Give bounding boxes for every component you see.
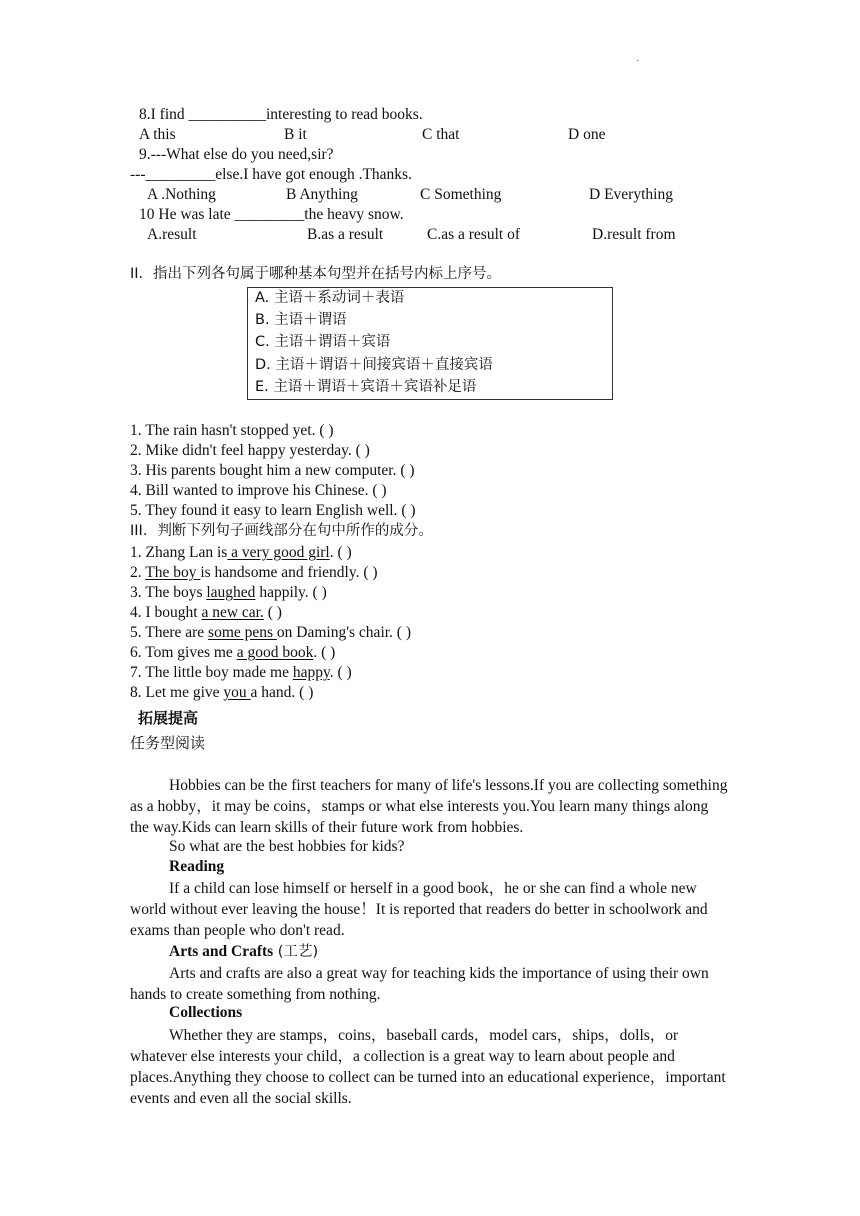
q8-stem: 8.I find __________interesting to read books. (139, 106, 423, 123)
underlined-part: happy (292, 664, 330, 681)
q9-option-d: D Everything (589, 186, 673, 203)
q9-option-a: A .Nothing (147, 186, 216, 203)
section3-item-4: 4. I bought a new car. ( ) (130, 604, 282, 621)
section3-item-7: 7. The little boy made me happy. ( ) (130, 664, 352, 681)
q10-option-c: C.as a result of (427, 226, 520, 243)
q8-option-b: B it (284, 126, 307, 143)
heading-collections: Collections (169, 1004, 243, 1021)
extension-heading: 拓展提高 (138, 709, 199, 727)
header-dot: · (636, 56, 640, 67)
pattern-option-d: D. 主语＋谓语＋间接宾语＋直接宾语 (255, 357, 493, 373)
pattern-option-e: E. 主语＋谓语＋宾语＋宾语补足语 (255, 379, 477, 395)
section3-item-1: 1. Zhang Lan is a very good girl. ( ) (130, 544, 352, 561)
passage-paragraph-5: Whether they are stamps，coins，baseball cards，model cars，ships，dolls，or whatever else interests your child，a collection is a great way to learn about people and places.Anything they choose to collect can be turned into an educational experience，important events and even all the social skills. (130, 1027, 726, 1107)
q10-option-d: D.result from (592, 226, 676, 243)
section2-item-3: 3. His parents bought him a new computer. ( ) (130, 462, 415, 479)
underlined-part: laughed (206, 584, 256, 601)
section3-item-8: 8. Let me give you a hand. ( ) (130, 684, 314, 701)
underlined-part: a good book (236, 644, 314, 661)
q10-option-b: B.as a result (307, 226, 384, 243)
pattern-option-b: B. 主语＋谓语 (255, 312, 347, 328)
underlined-part: a new car. (201, 604, 264, 621)
section3-item-2: 2. The boy is handsome and friendly. ( ) (130, 564, 378, 581)
passage-paragraph-3: If a child can lose himself or herself in a good book，he or she can find a whole new world without ever leaving the house！It is reported that readers do better in schoolwork and exams than people who don't read. (130, 880, 708, 939)
passage-paragraph-4: Arts and crafts are also a great way for teaching kids the importance of using their own hands to create something from nothing. (130, 965, 709, 1003)
section2-item-5: 5. They found it easy to learn English well. ( ) (130, 502, 416, 519)
extension-subheading: 任务型阅读 (130, 734, 206, 752)
underlined-part: a very good girl (227, 544, 330, 561)
q9-option-b: B Anything (286, 186, 358, 203)
section2-item-2: 2. Mike didn't feel happy yesterday. ( ) (130, 442, 370, 459)
q9-answer-line: ---_________else.I have got enough .Thanks. (130, 166, 412, 183)
section3-item-6: 6. Tom gives me a good book. ( ) (130, 644, 336, 661)
underlined-part: The boy (145, 564, 201, 581)
heading-arts-and-crafts: Arts and Crafts (工艺) (169, 943, 319, 960)
section2-title: II．指出下列各句属于哪种基本句型并在括号内标上序号。 (130, 266, 502, 282)
q10-stem: 10 He was late _________the heavy snow. (139, 206, 404, 223)
section3-title: III．判断下列句子画线部分在句中所作的成分。 (130, 523, 433, 539)
passage-paragraph-2: So what are the best hobbies for kids? (169, 838, 405, 855)
section3-item-3: 3. The boys laughed happily. ( ) (130, 584, 327, 601)
pattern-option-a: A. 主语＋系动词＋表语 (255, 290, 405, 306)
q10-option-a: A.result (147, 226, 197, 243)
q9-stem: 9.---What else do you need,sir? (139, 146, 334, 163)
q8-option-c: C that (422, 126, 460, 143)
section3-item-5: 5. There are some pens on Daming's chair. ( ) (130, 624, 412, 641)
q8-option-d: D one (568, 126, 606, 143)
heading-reading: Reading (169, 858, 225, 875)
q9-option-c: C Something (420, 186, 502, 203)
section2-item-4: 4. Bill wanted to improve his Chinese. ( ) (130, 482, 387, 499)
section2-item-1: 1. The rain hasn't stopped yet. ( ) (130, 422, 334, 439)
passage-paragraph-1: Hobbies can be the first teachers for many of life's lessons.If you are collecting something as a hobby，it may be coins，stamps or what else interests you.You learn many things along the way.Kids can learn skills of their future work from hobbies. (130, 777, 728, 836)
pattern-option-c: C. 主语＋谓语＋宾语 (255, 334, 391, 350)
underlined-part: you (223, 684, 251, 701)
q8-option-a: A this (139, 126, 176, 143)
underlined-part: some pens (208, 624, 277, 641)
